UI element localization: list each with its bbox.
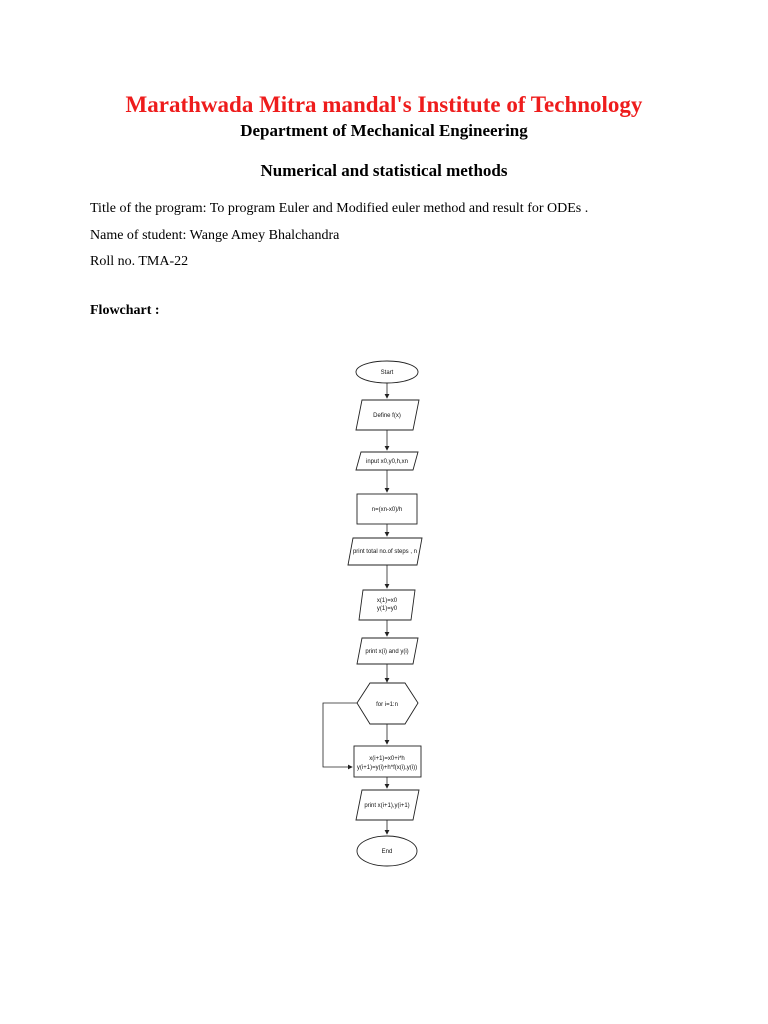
initialize-parallelogram — [359, 590, 415, 620]
compute-n-label: n=(xn-x0)/h — [371, 507, 403, 513]
init-x-label: x(1)=x0 — [376, 598, 398, 604]
print-steps-label: print total no.of steps , n — [352, 549, 418, 555]
start-label: Start — [380, 370, 394, 376]
update-y-label: y(i+1)=y(i)+h*f(x(i),y(i)) — [356, 765, 418, 771]
institute-name: Marathwada Mitra mandal's Institute of Technology — [125, 92, 643, 117]
init-y-label: y(1)=y0 — [376, 606, 398, 612]
flowchart-diagram — [255, 320, 515, 910]
department-name: Department of Mechanical Engineering — [240, 121, 528, 140]
input-label: input x0,y0,h,xn — [365, 459, 409, 465]
print-xy-label: print x(i) and y(i) — [365, 649, 409, 655]
print-next-label: print x(i+1),y(i+1) — [364, 803, 410, 809]
program-title-line: Title of the program: To program Euler and Modified euler method and result for ODEs . — [90, 201, 589, 216]
define-label: Define f(x) — [373, 413, 401, 419]
update-x-label: x(i+1)=x0+i*h — [369, 756, 405, 762]
subject-title: Numerical and statistical methods — [260, 161, 508, 180]
flowchart-label: Flowchart : — [90, 303, 160, 318]
loop-label: for i=1:n — [376, 702, 398, 708]
end-label: End — [381, 849, 393, 855]
roll-number-line: Roll no. TMA-22 — [90, 254, 189, 269]
student-name-line: Name of student: Wange Amey Bhalchandra — [90, 228, 340, 243]
